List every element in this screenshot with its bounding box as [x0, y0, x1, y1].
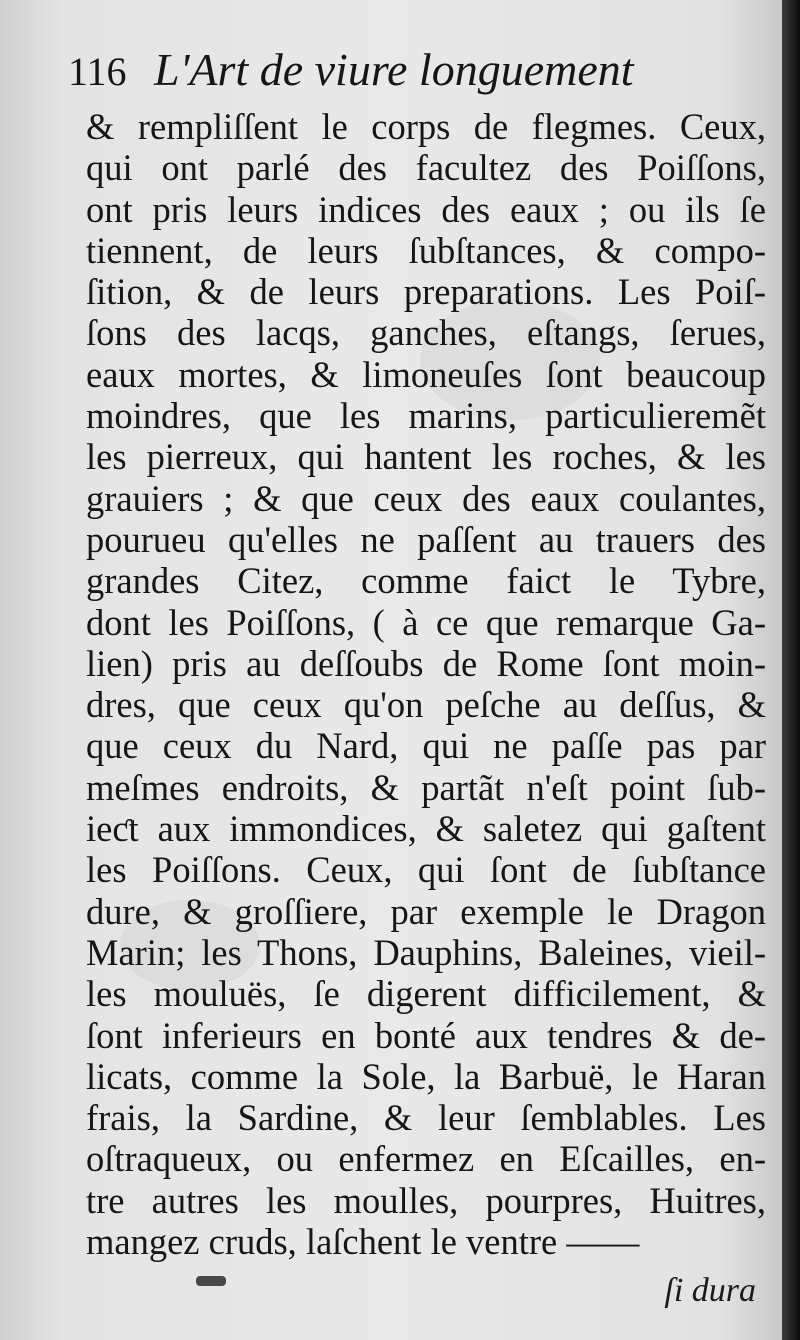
text-line: mangez cruds, laſchent le ventre ——: [86, 1221, 640, 1263]
text-line: les Poiſſons. Ceux, qui ſont de ſubſtance: [86, 849, 766, 891]
text-line: lien) pris au deſſoubs de Rome ſont moin-: [86, 642, 766, 684]
text-line: ſition, & de leurs preparations. Les Poiſ-: [86, 271, 766, 313]
book-gutter: [782, 0, 800, 1340]
text-line: pourueu qu'elles ne paſſent au trauers des: [86, 518, 766, 560]
catchword: ſi dura: [664, 1272, 756, 1309]
text-line: moindres, que les marins, particulieremẽt: [86, 395, 766, 437]
text-line: meſmes endroits, & partãt n'eſt point ſub-: [86, 766, 766, 808]
text-line: oſtraqueux, ou enfermez en Eſcailles, en-: [86, 1138, 766, 1180]
text-line: dure, & groſſiere, par exemple le Dragon: [86, 890, 766, 932]
text-line: les mouluës, ſe digerent difficilement, &: [86, 973, 766, 1015]
text-line: dres, que ceux qu'on peſche au deſſus, &: [86, 684, 766, 726]
text-line: ont pris leurs indices des eaux ; ou ils ſe: [86, 188, 766, 230]
running-title: L'Art de viure longuement: [154, 44, 634, 95]
text-line: & rempliſſent le corps de flegmes. Ceux,: [86, 106, 766, 147]
text-line: grandes Citez, comme faict le Tybre,: [86, 560, 766, 602]
text-line: tiennent, de leurs ſubſtances, & compo-: [86, 229, 766, 271]
text-line: Marin; les Thons, Dauphins, Baleines, vieil-: [86, 931, 766, 973]
page-number: 116: [68, 49, 127, 94]
text-line: ſons des lacqs, ganches, eſtangs, ſerues,: [86, 312, 766, 354]
text-line: qui ont parlé des facultez des Poiſſons,: [86, 147, 766, 189]
text-line: tre autres les moulles, pourpres, Huitres,: [86, 1179, 766, 1221]
body-text: [86, 106, 766, 1262]
text-line: que ceux du Nard, qui ne paſſe pas par: [86, 725, 766, 767]
text-line: licats, comme la Sole, la Barbuë, le Haran: [86, 1055, 766, 1097]
text-line: frais, la Sardine, & leur ſemblables. Les: [86, 1097, 766, 1139]
text-line: ieƈt aux immondices, & saletez qui gaſtent: [86, 808, 766, 850]
text-line: les pierreux, qui hantent les roches, & les: [86, 436, 766, 478]
text-line: ſont inferieurs en bonté aux tendres & de-: [86, 1014, 766, 1056]
text-line: dont les Poiſſons, ( à ce que remarque Ga-: [86, 601, 766, 643]
signature-mark: [196, 1276, 226, 1286]
text-line: grauiers ; & que ceux des eaux coulantes,: [86, 477, 766, 519]
page-header: [68, 44, 738, 100]
text-line: eaux mortes, & limoneuſes ſont beaucoup: [86, 353, 766, 395]
